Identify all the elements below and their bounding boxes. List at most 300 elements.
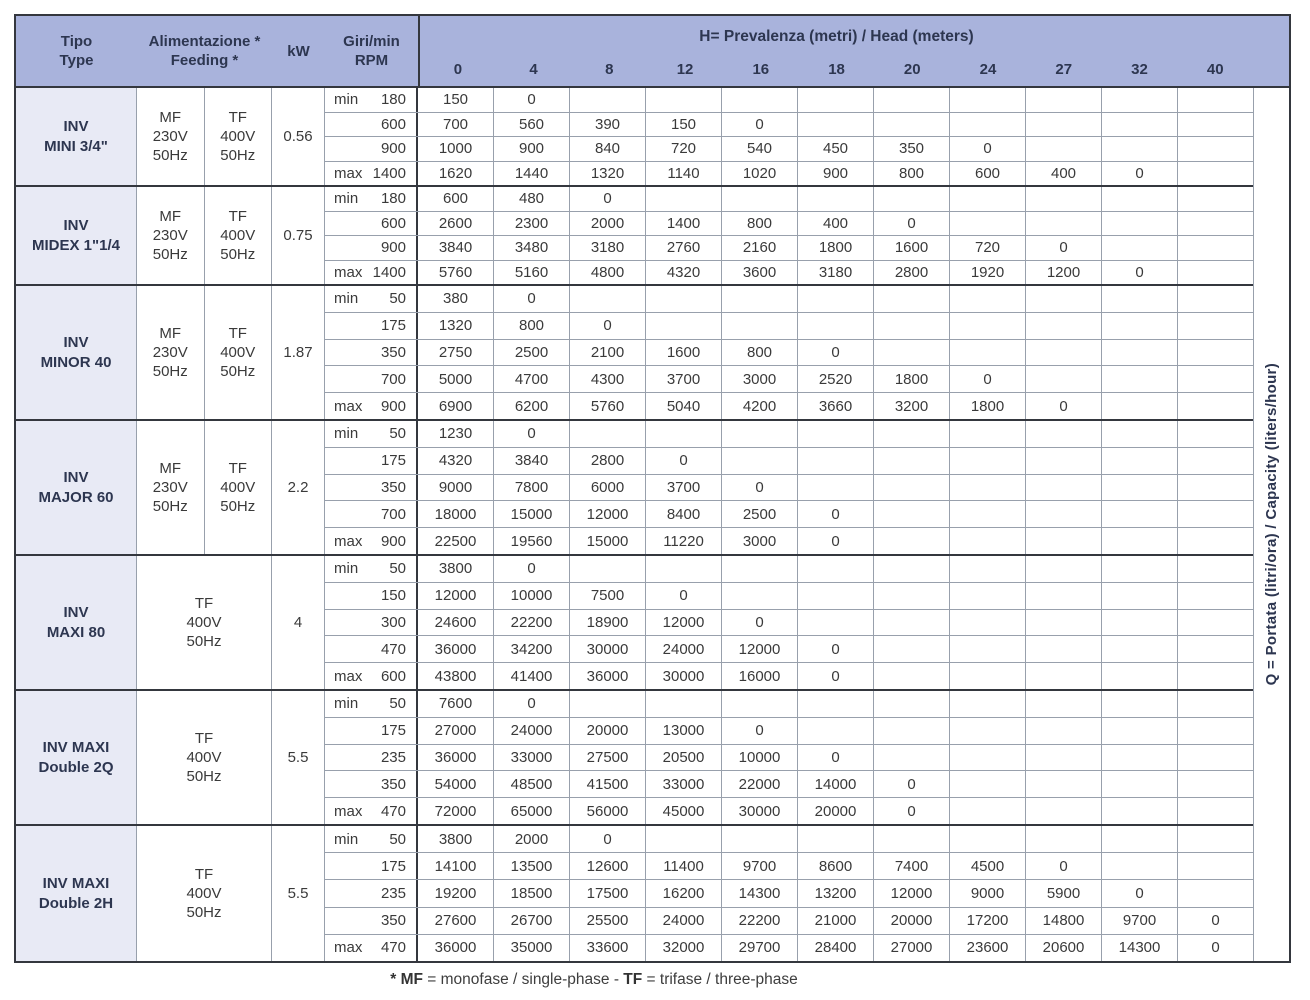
- capacity-cell: 45000: [646, 798, 722, 824]
- capacity-cell: 6200: [494, 393, 570, 419]
- rpm-minmax-label: min: [334, 91, 359, 109]
- capacity-cell: [798, 88, 874, 112]
- pump-block: [16, 556, 1253, 691]
- capacity-cell: 0: [722, 610, 798, 636]
- capacity-cell: [646, 187, 722, 211]
- rpm-value: 700: [380, 370, 406, 388]
- capacity-cell: [722, 421, 798, 447]
- capacity-cell: [874, 113, 950, 137]
- capacity-cell: 1800: [950, 393, 1026, 419]
- speed-row: [325, 908, 1253, 935]
- capacity-cell: [874, 636, 950, 662]
- feeding-line: 230V: [152, 128, 188, 145]
- capacity-cell: 0: [494, 691, 570, 717]
- capacity-cell: 30000: [646, 663, 722, 689]
- capacity-cell: 16200: [646, 880, 722, 906]
- feeding-option: [137, 826, 271, 961]
- rpm-value: 50: [389, 830, 406, 848]
- capacity-cell: [798, 475, 874, 501]
- feeding-option: [205, 286, 272, 419]
- capacity-cell: 0: [798, 745, 874, 771]
- speed-row: [325, 313, 1253, 340]
- capacity-cell: [1178, 313, 1253, 339]
- capacity-cell: 1400: [646, 212, 722, 236]
- pump-block: [16, 286, 1253, 421]
- feeding-line: 230V: [152, 344, 188, 361]
- pump-kw-cell: 1.87: [272, 286, 325, 419]
- capacity-cell: 3600: [722, 261, 798, 285]
- rpm-cell: [325, 853, 418, 879]
- speed-row: [325, 501, 1253, 528]
- capacity-cell: [1178, 366, 1253, 392]
- rpm-value: 900: [380, 140, 406, 158]
- speed-row: [325, 286, 1253, 313]
- capacity-cell: 3000: [722, 366, 798, 392]
- speed-row: [325, 88, 1253, 113]
- capacity-cell: [798, 313, 874, 339]
- capacity-cell: 2000: [570, 212, 646, 236]
- capacity-cell: [1026, 187, 1102, 211]
- rpm-value: 235: [380, 885, 406, 902]
- capacity-cell: [1178, 880, 1253, 906]
- capacity-cell: 14300: [1102, 935, 1178, 961]
- speed-row: [325, 366, 1253, 393]
- capacity-cell: [874, 718, 950, 744]
- capacity-cell: 0: [494, 88, 570, 112]
- capacity-cell: [874, 528, 950, 554]
- capacity-cell: [1026, 313, 1102, 339]
- capacity-cell: 0: [798, 528, 874, 554]
- pump-feeding-cell: [137, 286, 272, 419]
- capacity-cell: 32000: [646, 935, 722, 961]
- header-feeding-line2: Feeding *: [170, 52, 239, 69]
- capacity-cell: [1178, 421, 1253, 447]
- capacity-cell: [1178, 162, 1253, 186]
- header-tipo-line1: Tipo: [60, 33, 93, 50]
- rpm-cell: [325, 908, 418, 934]
- capacity-cell: 17200: [950, 908, 1026, 934]
- capacity-cell: 0: [570, 826, 646, 852]
- rpm-value: 50: [389, 425, 406, 443]
- capacity-cell: [874, 691, 950, 717]
- capacity-cell: [950, 448, 1026, 474]
- capacity-cell: 3800: [418, 826, 494, 852]
- rpm-value: 50: [389, 695, 406, 713]
- rpm-minmax-label: max: [334, 397, 363, 415]
- capacity-cell: [798, 187, 874, 211]
- header-tipo-line2: Type: [59, 52, 94, 69]
- rpm-cell: [325, 261, 418, 285]
- capacity-cell: [874, 187, 950, 211]
- capacity-cell: [1178, 501, 1253, 527]
- capacity-cell: 2300: [494, 212, 570, 236]
- head-col-row: [420, 56, 1253, 86]
- rpm-cell: [325, 745, 418, 771]
- feeding-line: 50Hz: [220, 498, 256, 515]
- speed-row: [325, 583, 1253, 610]
- capacity-cell: [874, 610, 950, 636]
- q-axis-label: [1263, 363, 1280, 685]
- rpm-minmax-label: max: [334, 939, 363, 957]
- capacity-cell: 20000: [874, 908, 950, 934]
- feeding-line: TF: [194, 866, 214, 883]
- capacity-cell: [874, 583, 950, 609]
- capacity-cell: [722, 556, 798, 582]
- rpm-value: 175: [380, 857, 406, 875]
- rpm-value: 350: [380, 343, 406, 361]
- capacity-cell: 400: [1026, 162, 1102, 186]
- capacity-cell: 0: [1026, 853, 1102, 879]
- capacity-cell: 0: [722, 718, 798, 744]
- speed-row: [325, 448, 1253, 475]
- capacity-cell: 22200: [494, 610, 570, 636]
- rpm-cell: [325, 448, 418, 474]
- capacity-cell: 16000: [722, 663, 798, 689]
- pump-speed-rows: [325, 88, 1253, 185]
- rpm-value: 1400: [372, 263, 406, 281]
- capacity-cell: 1140: [646, 162, 722, 186]
- capacity-cell: 7400: [874, 853, 950, 879]
- capacity-cell: 1600: [646, 340, 722, 366]
- capacity-cell: 20000: [570, 718, 646, 744]
- capacity-cell: [722, 691, 798, 717]
- capacity-cell: [1102, 88, 1178, 112]
- rpm-minmax-label: min: [334, 190, 359, 208]
- capacity-cell: 800: [722, 340, 798, 366]
- speed-row: [325, 340, 1253, 367]
- capacity-cell: [1102, 853, 1178, 879]
- pump-type-cell: [16, 826, 137, 961]
- capacity-cell: 28400: [798, 935, 874, 961]
- capacity-cell: [1102, 610, 1178, 636]
- footnote-tf-text: = trifase / three-phase: [642, 971, 798, 988]
- feeding-line: 50Hz: [220, 246, 256, 263]
- capacity-cell: 0: [950, 137, 1026, 161]
- capacity-cell: 12000: [570, 501, 646, 527]
- table-header: [16, 16, 1289, 88]
- rpm-minmax-label: min: [334, 290, 359, 308]
- rpm-value: 470: [380, 640, 406, 658]
- head-col-label: 24: [979, 60, 997, 78]
- pump-feeding-cell: [137, 556, 272, 689]
- pump-block: [16, 187, 1253, 286]
- capacity-cell: [722, 583, 798, 609]
- capacity-cell: [1026, 475, 1102, 501]
- head-col-label: 12: [676, 60, 694, 78]
- header-feeding-line1: Alimentazione *: [148, 33, 261, 50]
- capacity-cell: 26700: [494, 908, 570, 934]
- capacity-cell: 4300: [570, 366, 646, 392]
- capacity-cell: 8600: [798, 853, 874, 879]
- pump-name-line1: INV: [63, 216, 89, 234]
- capacity-cell: 54000: [418, 771, 494, 797]
- capacity-cell: [570, 691, 646, 717]
- speed-row: [325, 236, 1253, 261]
- speed-row: [325, 187, 1253, 212]
- rpm-value: 50: [389, 290, 406, 308]
- capacity-cell: 720: [646, 137, 722, 161]
- rpm-minmax-label: max: [334, 263, 363, 281]
- capacity-cell: 800: [722, 212, 798, 236]
- pump-type-cell: [16, 187, 137, 284]
- feeding-option: [137, 187, 205, 284]
- capacity-cell: 5040: [646, 393, 722, 419]
- capacity-cell: 4200: [722, 393, 798, 419]
- capacity-cell: 35000: [494, 935, 570, 961]
- capacity-cell: 0: [874, 212, 950, 236]
- capacity-cell: 0: [570, 187, 646, 211]
- capacity-cell: 20600: [1026, 935, 1102, 961]
- capacity-cell: [1178, 853, 1253, 879]
- capacity-cell: 3180: [798, 261, 874, 285]
- feeding-line: 50Hz: [186, 768, 222, 785]
- rpm-value: 180: [380, 190, 406, 208]
- pump-name-line1: INV MAXI: [42, 874, 110, 892]
- footnote-tf-abbr: TF: [623, 971, 643, 988]
- pump-block: [16, 421, 1253, 556]
- capacity-cell: [1178, 663, 1253, 689]
- capacity-cell: [1178, 286, 1253, 312]
- capacity-cell: 27000: [874, 935, 950, 961]
- capacity-cell: [1178, 583, 1253, 609]
- capacity-cell: [874, 556, 950, 582]
- footnote-mf-text: = monofase / single-phase -: [422, 971, 624, 988]
- capacity-cell: [1026, 663, 1102, 689]
- capacity-cell: 600: [950, 162, 1026, 186]
- capacity-cell: [950, 771, 1026, 797]
- head-col-label: 0: [453, 60, 463, 78]
- capacity-cell: [798, 718, 874, 744]
- header-rpm-col: [325, 16, 418, 86]
- feeding-option: [205, 187, 272, 284]
- capacity-cell: [874, 663, 950, 689]
- capacity-cell: 25500: [570, 908, 646, 934]
- pump-name-line1: INV: [63, 333, 89, 351]
- feeding-line: 400V: [220, 128, 256, 145]
- capacity-cell: 20500: [646, 745, 722, 771]
- capacity-cell: 27600: [418, 908, 494, 934]
- capacity-cell: [1026, 366, 1102, 392]
- pump-name-line1: INV MAXI: [42, 738, 110, 756]
- feeding-option: [137, 88, 205, 185]
- speed-row: [325, 137, 1253, 162]
- capacity-cell: [722, 448, 798, 474]
- rpm-value: 150: [380, 587, 406, 605]
- capacity-cell: [1026, 691, 1102, 717]
- capacity-cell: [722, 88, 798, 112]
- capacity-cell: 43800: [418, 663, 494, 689]
- feeding-line: 50Hz: [152, 498, 188, 515]
- capacity-cell: 4500: [950, 853, 1026, 879]
- rpm-value: 600: [380, 214, 406, 232]
- head-col-label: 16: [752, 60, 770, 78]
- capacity-cell: [950, 583, 1026, 609]
- footnote-mf-abbr: * MF: [390, 971, 423, 988]
- rpm-cell: [325, 636, 418, 662]
- speed-row: [325, 393, 1253, 419]
- capacity-cell: [1102, 636, 1178, 662]
- capacity-cell: 0: [646, 448, 722, 474]
- rpm-cell: [325, 501, 418, 527]
- capacity-cell: 13200: [798, 880, 874, 906]
- pump-name-line1: INV: [63, 603, 89, 621]
- rpm-cell: [325, 583, 418, 609]
- capacity-cell: [722, 826, 798, 852]
- capacity-cell: [1178, 556, 1253, 582]
- feeding-line: MF: [159, 460, 182, 477]
- head-title: [420, 16, 1253, 56]
- pump-speed-rows: [325, 826, 1253, 961]
- speed-row: [325, 528, 1253, 554]
- rpm-value: 900: [380, 397, 406, 415]
- pump-name-line2: MINOR 40: [40, 353, 112, 371]
- pump-kw-cell: 0.75: [272, 187, 325, 284]
- capacity-cell: 0: [1102, 162, 1178, 186]
- capacity-cell: 20000: [798, 798, 874, 824]
- feeding-line: 400V: [186, 885, 222, 902]
- head-title-symbol: H: [699, 27, 711, 45]
- rpm-value: 600: [380, 667, 406, 685]
- capacity-cell: 17500: [570, 880, 646, 906]
- capacity-cell: [1102, 137, 1178, 161]
- capacity-cell: 0: [1026, 236, 1102, 260]
- capacity-cell: [1026, 448, 1102, 474]
- capacity-cell: 22500: [418, 528, 494, 554]
- header-rpm-line2: RPM: [354, 52, 389, 69]
- pump-name-line2: Double 2H: [38, 894, 114, 912]
- capacity-cell: [950, 212, 1026, 236]
- speed-row: [325, 663, 1253, 689]
- pump-name-line2: MINI 3/4": [44, 137, 108, 155]
- capacity-cell: 30000: [722, 798, 798, 824]
- capacity-cell: 10000: [722, 745, 798, 771]
- capacity-cell: [950, 501, 1026, 527]
- capacity-cell: 2760: [646, 236, 722, 260]
- header-kw-col: kW: [287, 42, 310, 60]
- capacity-cell: [722, 286, 798, 312]
- capacity-cell: [1102, 286, 1178, 312]
- capacity-cell: [1026, 745, 1102, 771]
- capacity-cell: 900: [494, 137, 570, 161]
- capacity-cell: 840: [570, 137, 646, 161]
- capacity-cell: [1026, 212, 1102, 236]
- capacity-cell: [1178, 528, 1253, 554]
- capacity-cell: 2750: [418, 340, 494, 366]
- feeding-line: 400V: [186, 749, 222, 766]
- pump-block: [16, 88, 1253, 187]
- rpm-value: 180: [380, 91, 406, 109]
- capacity-cell: 3660: [798, 393, 874, 419]
- rpm-minmax-label: min: [334, 830, 359, 848]
- rpm-cell: [325, 113, 418, 137]
- rpm-cell: [325, 826, 418, 852]
- feeding-line: 400V: [220, 227, 256, 244]
- rpm-cell: [325, 556, 418, 582]
- capacity-cell: [1026, 88, 1102, 112]
- capacity-cell: [798, 826, 874, 852]
- rpm-cell: [325, 880, 418, 906]
- capacity-cell: [570, 286, 646, 312]
- pump-kw-cell: 2.2: [272, 421, 325, 554]
- capacity-cell: 800: [874, 162, 950, 186]
- capacity-cell: 30000: [570, 636, 646, 662]
- capacity-cell: 0: [722, 113, 798, 137]
- capacity-cell: 1620: [418, 162, 494, 186]
- capacity-cell: 2160: [722, 236, 798, 260]
- capacity-cell: 65000: [494, 798, 570, 824]
- capacity-cell: 0: [1211, 912, 1220, 930]
- capacity-cell: [1102, 313, 1178, 339]
- capacity-cell: [950, 663, 1026, 689]
- speed-row: [325, 162, 1253, 186]
- capacity-cell: [570, 88, 646, 112]
- pump-speed-rows: [325, 187, 1253, 284]
- capacity-cell: [1178, 393, 1253, 419]
- feeding-line: 50Hz: [220, 363, 256, 380]
- feeding-line: TF: [194, 595, 214, 612]
- capacity-cell: 72000: [418, 798, 494, 824]
- capacity-cell: [646, 286, 722, 312]
- feeding-line: 50Hz: [152, 363, 188, 380]
- capacity-cell: [798, 286, 874, 312]
- capacity-cell: 720: [950, 236, 1026, 260]
- capacity-cell: 5760: [570, 393, 646, 419]
- rpm-value: 350: [380, 478, 406, 496]
- head-col-label: 32: [1131, 60, 1148, 78]
- feeding-line: TF: [194, 730, 214, 747]
- speed-row: [325, 113, 1253, 138]
- feeding-option: [137, 421, 205, 554]
- capacity-cell: 540: [722, 137, 798, 161]
- feeding-line: 50Hz: [186, 904, 222, 921]
- q-axis-rail: [1254, 88, 1289, 961]
- rpm-cell: [325, 212, 418, 236]
- capacity-cell: 3800: [418, 556, 494, 582]
- rpm-cell: [325, 663, 418, 689]
- capacity-cell: 0: [1211, 939, 1220, 957]
- pump-name-line2: MIDEX 1"1/4: [32, 236, 120, 254]
- capacity-cell: [1102, 393, 1178, 419]
- capacity-cell: 56000: [570, 798, 646, 824]
- pump-type-cell: [16, 88, 137, 185]
- capacity-cell: [1178, 636, 1253, 662]
- capacity-cell: 0: [950, 366, 1026, 392]
- feeding-line: MF: [159, 208, 182, 225]
- pump-type-cell: [16, 286, 137, 419]
- capacity-cell: 0: [874, 798, 950, 824]
- capacity-cell: [1026, 286, 1102, 312]
- capacity-cell: 21000: [798, 908, 874, 934]
- capacity-cell: [1102, 501, 1178, 527]
- capacity-cell: 18500: [494, 880, 570, 906]
- capacity-cell: [874, 826, 950, 852]
- capacity-cell: [874, 421, 950, 447]
- feeding-line: 400V: [220, 479, 256, 496]
- rpm-minmax-label: max: [334, 532, 363, 550]
- rpm-value: 900: [380, 239, 406, 257]
- table-body: [16, 88, 1289, 961]
- capacity-cell: [646, 826, 722, 852]
- capacity-cell: 3000: [722, 528, 798, 554]
- head-title-text: = Prevalenza (metri) / Head (meters): [710, 27, 974, 45]
- capacity-cell: 7600: [418, 691, 494, 717]
- rpm-value: 900: [380, 532, 406, 550]
- rpm-value: 235: [380, 748, 406, 766]
- capacity-cell: [950, 745, 1026, 771]
- capacity-cell: 6900: [418, 393, 494, 419]
- capacity-cell: 12000: [418, 583, 494, 609]
- capacity-cell: 14800: [1026, 908, 1102, 934]
